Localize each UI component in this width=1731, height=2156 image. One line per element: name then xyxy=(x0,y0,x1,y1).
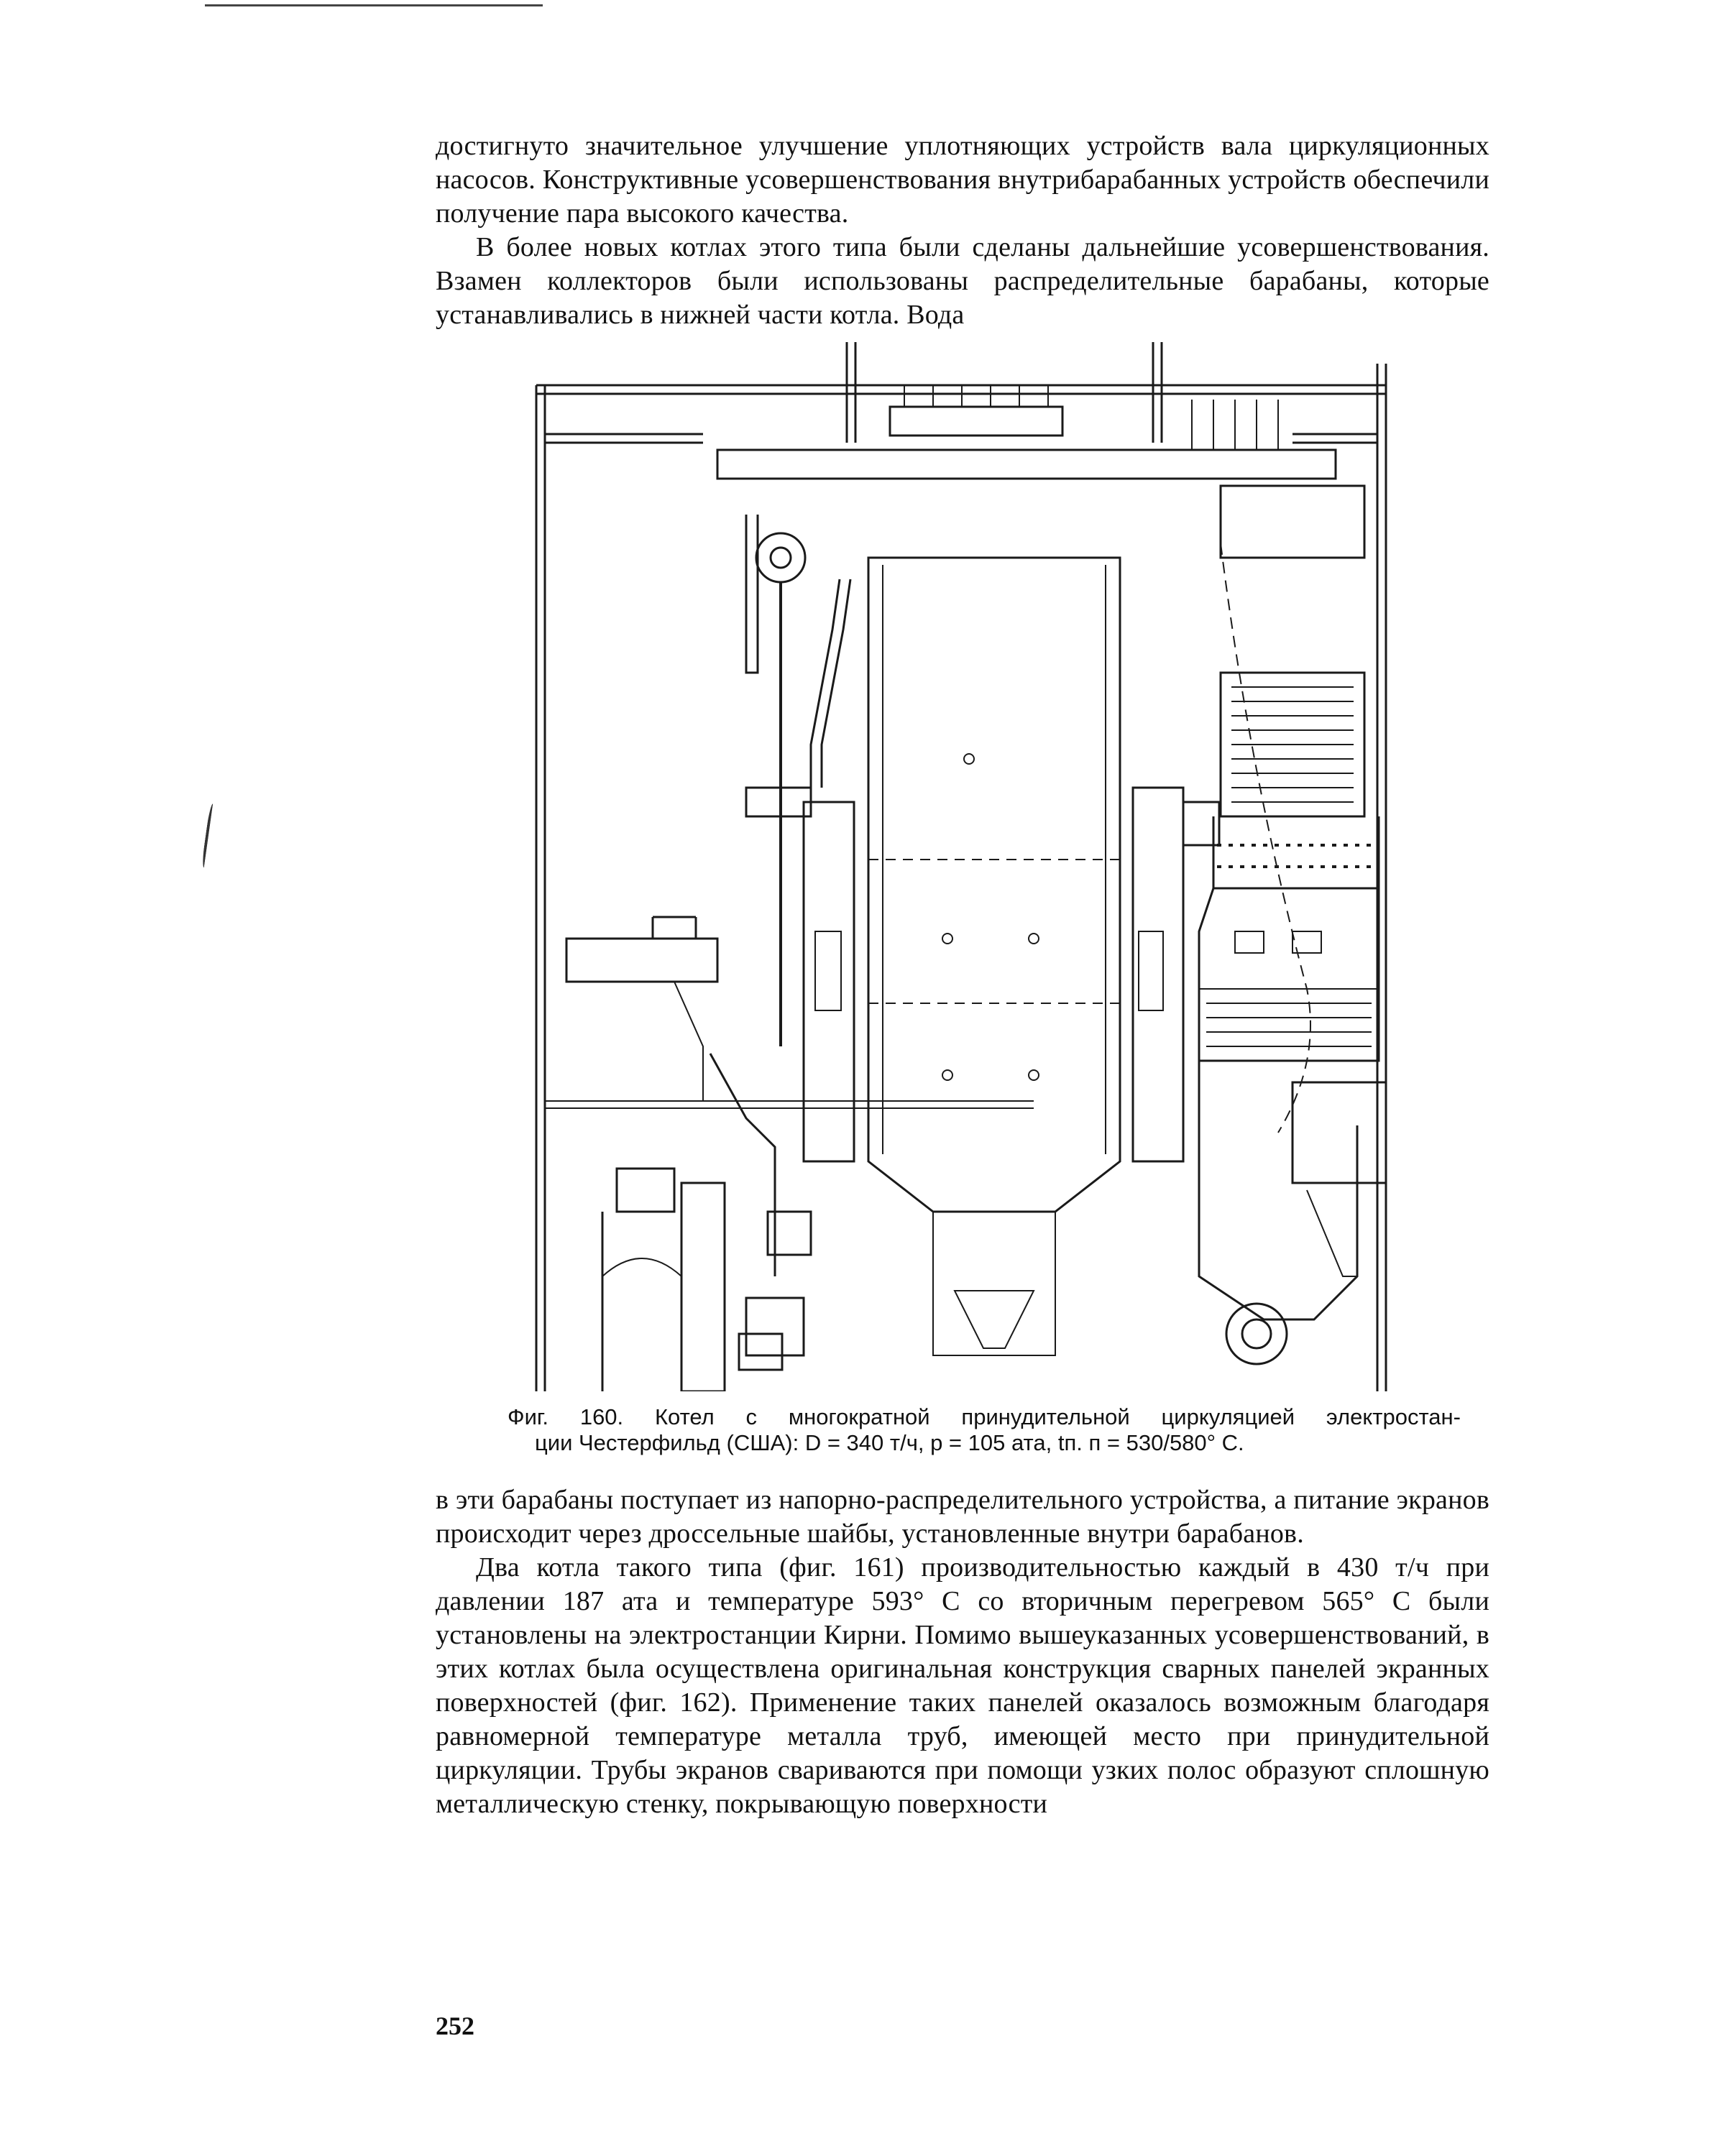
top-paragraph-2: В более новых котлах этого типа были сделаны дальнейшие усовершенствования. Взамен коллекторов были использованы распределительные барабаны, которые устанавливались в нижней части котла. Вода xyxy=(436,232,1489,330)
right-burner-column xyxy=(1133,788,1219,1161)
top-text-block xyxy=(436,129,1489,332)
steel-frame xyxy=(536,342,1386,1391)
caption-line-1: Фиг. 160. Котел с многократной принудительной циркуляцией электростан- xyxy=(508,1404,1461,1429)
circulation-pumps xyxy=(566,917,782,1391)
boiler-figure xyxy=(531,342,1400,1391)
bottom-paragraph-2: Два котла такого типа (фиг. 161) производительностью каждый в 430 т/ч при давлении 187 ата и температуре 593° С со вторичным перегревом 565° С были установлены на электростанции Кирни. Помимо вышеуказанных усовершенствований, в этих котлах была осуществлена оригинальная конструкция сварных панелей экранных поверхностей (фиг. 162). Применение таких панелей оказалось возможным благодаря равномерной температуре металла труб, имеющей место при принудительной циркуляции. Трубы экранов свариваются при помощи узких полос образуют сплошную металлическую стенку, покрывающую поверхности xyxy=(436,1552,1489,1819)
top-rule xyxy=(205,4,543,6)
air-heater-and-fan xyxy=(1199,1061,1386,1364)
bottom-paragraph-1: в эти барабаны поступает из напорно-распределительного устройства, а питание экранов происходит через дроссельные шайбы, установленные внутри барабанов. xyxy=(436,1485,1489,1549)
convection-pass xyxy=(1199,486,1379,1133)
caption-line-2: ции Честерфильд (США): D = 340 т/ч, p = 105 ата, tп. п = 530/580° С. xyxy=(535,1430,1244,1455)
margin-pencil-mark xyxy=(201,803,217,869)
top-paragraph-1: достигнуто значительное улучшение уплотняющих устройств вала циркуляционных насосов. Конструктивные усовершенствования внутрибарабанных устройств обеспечили получение пара высокого качества. xyxy=(436,131,1489,229)
boiler-drawing xyxy=(531,342,1400,1391)
figure-caption xyxy=(508,1404,1461,1456)
bottom-text-block xyxy=(436,1483,1489,1821)
page-number: 252 xyxy=(436,2012,474,2040)
furnace-chamber xyxy=(868,558,1120,1355)
